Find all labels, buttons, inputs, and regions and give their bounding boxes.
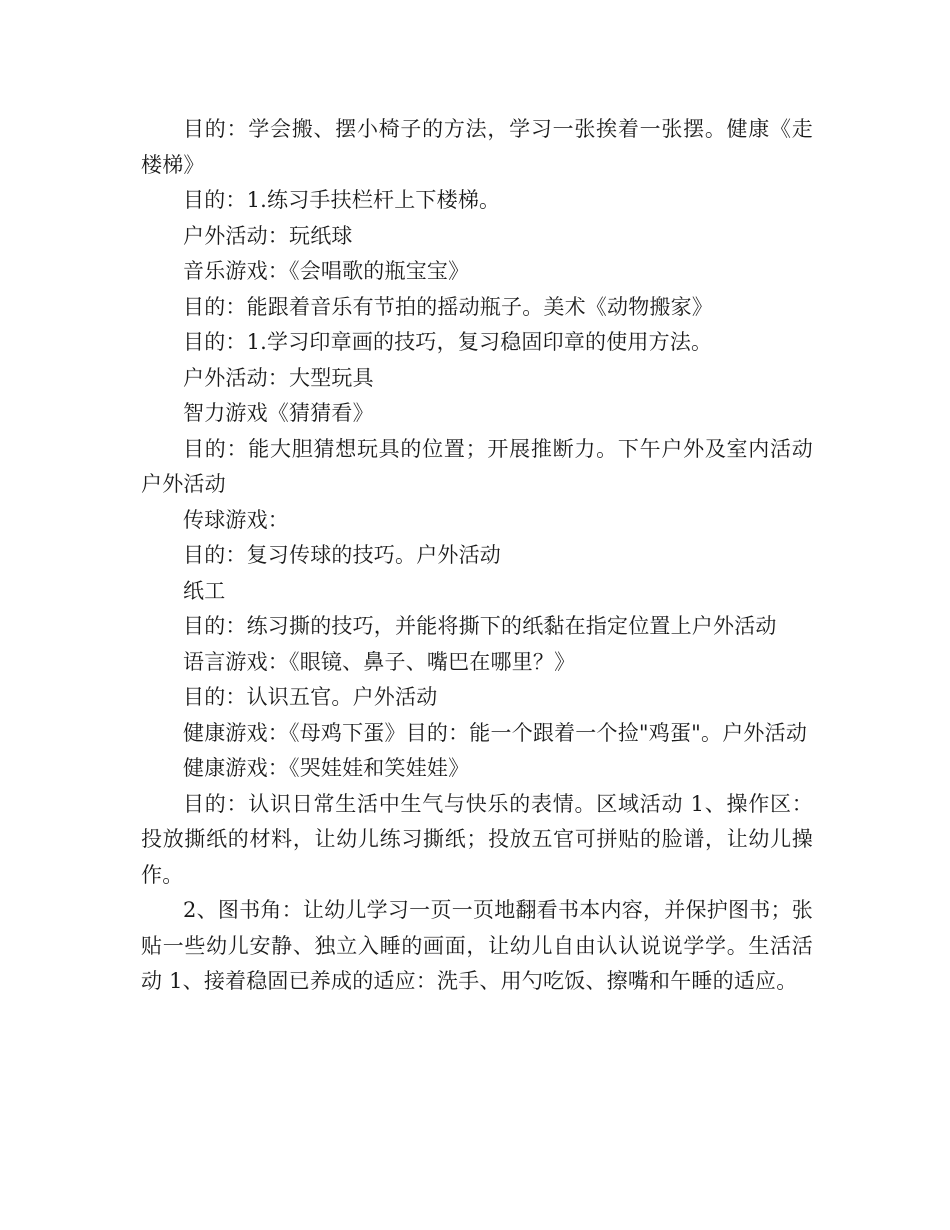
- paragraph: 纸工: [183, 578, 226, 603]
- paragraph: 目的：1.学习印章画的技巧，复习稳固印章的使用方法。: [183, 330, 713, 354]
- paragraph: 音乐游戏：《会唱歌的瓶宝宝》: [183, 259, 470, 283]
- paragraph: 健康游戏：《哭娃娃和笑娃娃》: [183, 756, 470, 780]
- paragraph: 目的：能大胆猜想玩具的位置；开展推断力。下午户外及室内活动户外活动: [141, 436, 813, 496]
- paragraph: 语言游戏：《眼镜、鼻子、嘴巴在哪里？》: [183, 649, 576, 674]
- paragraph: 目的：认识日常生活中生气与快乐的表情。区域活动 1、操作区：投放撕纸的材料，让幼儿练习撕纸；投放五官可拼贴的脸谱，让幼儿操作。: [141, 791, 813, 887]
- paragraph: 目的：1.练习手扶栏杆上下楼梯。: [183, 188, 501, 212]
- paragraph: 户外活动：大型玩具: [183, 365, 374, 390]
- paragraph: 健康游戏：《母鸡下蛋》目的：能一个跟着一个捡"鸡蛋"。户外活动: [183, 720, 808, 745]
- paragraph: 目的：认识五官。户外活动: [183, 685, 438, 709]
- paragraph: 目的：练习撕的技巧，并能将撕下的纸黏在指定位置上户外活动: [183, 614, 777, 638]
- document-body: [141, 112, 813, 1000]
- paragraph: 目的：能跟着音乐有节拍的摇动瓶子。美术《动物搬家》: [183, 294, 713, 319]
- paragraph: 2、图书角：让幼儿学习一页一页地翻看书本内容，并保护图书；张贴一些幼儿安静、独立入睡的画面，让幼儿自由认认说说学学。生活活动 1、接着稳固已养成的适应：洗手、用勺吃饭、擦嘴和午睡的适应。: [141, 898, 813, 993]
- paragraph: 户外活动：玩纸球: [183, 223, 353, 248]
- paragraph: 目的：学会搬、摆小椅子的方法，学习一张挨着一张摆。健康《走楼梯》: [141, 117, 813, 177]
- paragraph: 目的：复习传球的技巧。户外活动: [183, 543, 501, 567]
- paragraph: 传球游戏：: [183, 507, 289, 532]
- paragraph: 智力游戏《猜猜看》: [183, 401, 374, 425]
